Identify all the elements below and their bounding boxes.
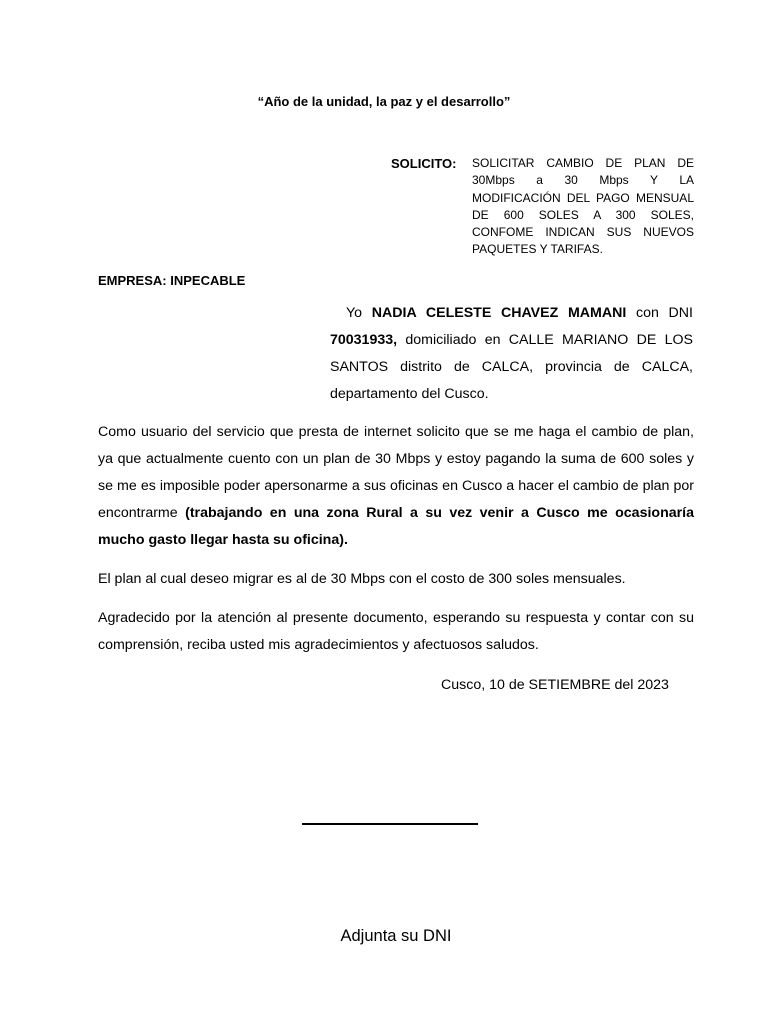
- body-paragraph-1: [98, 419, 694, 554]
- identity-paragraph: [330, 300, 693, 408]
- body-paragraph-1-text: Como usuario del servicio que presta de internet solicito que se me haga el cambio de plan, ya que actualmente cuento con un plan de 30 Mbps y estoy pagando la suma de 600 soles y se me es imposible poder apersonarme a sus oficinas en Cusco a hacer el cambio de plan por encontrarme: [98, 424, 694, 521]
- request-text: SOLICITAR CAMBIO DE PLAN DE 30Mbps a 30 Mbps Y LA MODIFICACIÓN DEL PAGO MENSUAL DE 600 SOLES A 300 SOLES, CONFOME INDICAN SUS NUEVOS PAQUETES Y TARIFAS.: [472, 156, 694, 257]
- body-paragraph-3: Agradecido por la atención al presente documento, esperando su respuesta y contar con su comprensión, reciba usted mis agradecimientos y afectuosos saludos.: [98, 610, 694, 653]
- applicant-address: domiciliado en CALLE MARIANO DE LOS SANTOS distrito de CALCA, provincia de CALCA, departamento del Cusco.: [330, 332, 693, 402]
- dni-number: 70031933,: [330, 332, 398, 348]
- request-label: SOLICITO:: [391, 156, 457, 171]
- place-date: Cusco, 10 de SETIEMBRE del 2023: [441, 677, 669, 693]
- dni-label: con DNI: [635, 305, 693, 321]
- company-line: EMPRESA: INPECABLE: [98, 273, 246, 288]
- signature-line: [302, 823, 478, 825]
- identity-intro: Yo: [346, 305, 363, 321]
- year-motto: “Año de la unidad, la paz y el desarrollo”: [257, 94, 511, 109]
- attachment-note: Adjunta su DNI: [340, 927, 452, 945]
- body-paragraph-1-bold: (trabajando en una zona Rural a su vez venir a Cusco me ocasionaría mucho gasto llegar hasta su oficina).: [98, 505, 694, 548]
- body-paragraph-2: El plan al cual deseo migrar es al de 30 Mbps con el costo de 300 soles mensuales.: [98, 571, 626, 587]
- applicant-name: NADIA CELESTE CHAVEZ MAMANI: [371, 305, 627, 321]
